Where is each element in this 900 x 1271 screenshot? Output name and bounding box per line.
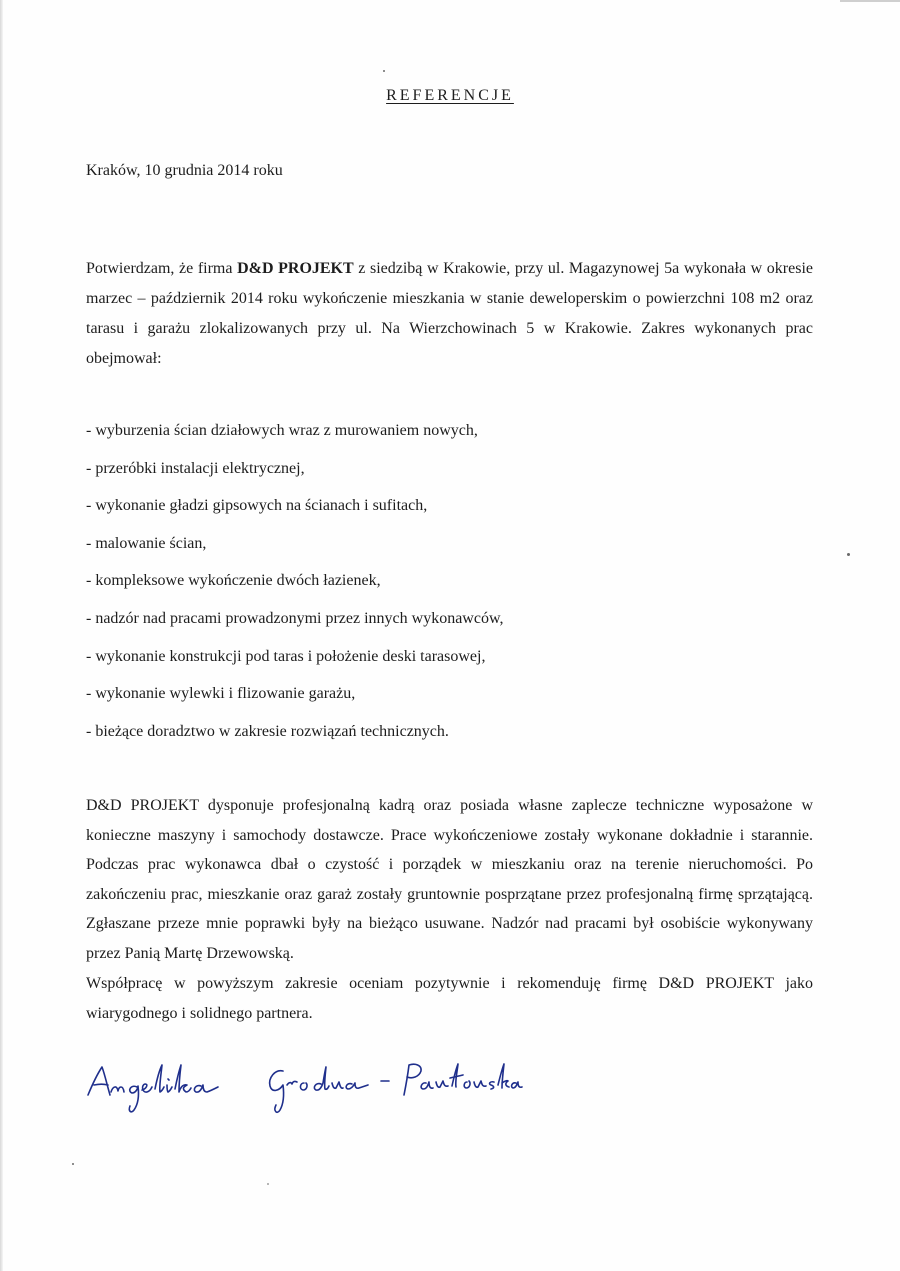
list-item: - malowanie ścian, — [86, 534, 207, 552]
company-description-paragraph: D&D PROJEKT dysponuje profesjonalną kadrą oraz posiada własne zaplecze techniczne wyposażone w konieczne maszyny i samochody dostawcze. Prace wykończeniowe zostały wykonane dokładnie i starannie. Podczas prac wykonawca dbał o czystość i porządek w mieszkaniu oraz na terenie nieruchomości. Po zakończeniu prac, mieszkanie oraz garaż zostały gruntownie posprzątane przez profesjonalną firmę sprzątającą. Zgłaszane przeze mnie poprawki były na bieżąco usuwane. Nadzór nad pracami był osobiście wykonywany przez Panią Martę Drzewowską. — [86, 797, 813, 962]
list-item: - nadzór nad pracami prowadzonymi przez innych wykonawców, — [86, 609, 504, 627]
scan-top-mark — [840, 0, 900, 2]
scan-left-edge — [0, 0, 3, 1271]
list-item: - bieżące doradztwo w zakresie rozwiązań technicznych. — [86, 722, 449, 740]
work-items-list — [86, 412, 503, 750]
signature-drawing — [84, 1055, 524, 1125]
list-item: - wykonanie gładzi gipsowych na ścianach i sufitach, — [86, 497, 428, 515]
recommendation-paragraph: Współpracę w powyższym zakresie oceniam pozytywnie i rekomenduję firmę D&D PROJEKT jako wiarygodnego i solidnego partnera. — [86, 975, 813, 1022]
scan-speck — [267, 1183, 269, 1185]
intro-paragraph — [86, 254, 813, 374]
intro-text-before-company: Potwierdzam, że firma — [86, 260, 238, 277]
document-title: REFERENCJE — [386, 87, 514, 104]
scan-speck — [383, 70, 385, 72]
company-name: D&D PROJEKT — [237, 260, 354, 277]
list-item: - przeróbki instalacji elektrycznej, — [86, 459, 305, 477]
list-item: - wykonanie konstrukcji pod taras i położenie deski tarasowej, — [86, 647, 486, 665]
list-item: - wyburzenia ścian działowych wraz z murowaniem nowych, — [86, 422, 478, 439]
list-item: - kompleksowe wykończenie dwóch łazienek, — [86, 572, 381, 590]
intro-text-after-company: z siedzibą w Krakowie, przy ul. Magazynowej 5a wykonała w okresie marzec – październik 2014 roku wykończenie mieszkania w stanie deweloperskim o powierzchni 108 m2 oraz tarasu i garażu zlokalizowanych przy ul. Na Wierzchowinach 5 w Krakowie. Zakres wykonanych prac obejmował: — [86, 260, 814, 367]
date-line: Kraków, 10 grudnia 2014 roku — [86, 162, 283, 179]
list-item: - wykonanie wylewki i flizowanie garażu, — [86, 685, 356, 703]
handwritten-signature — [84, 1055, 524, 1130]
scan-speck — [847, 553, 850, 556]
scan-speck — [72, 1163, 74, 1165]
